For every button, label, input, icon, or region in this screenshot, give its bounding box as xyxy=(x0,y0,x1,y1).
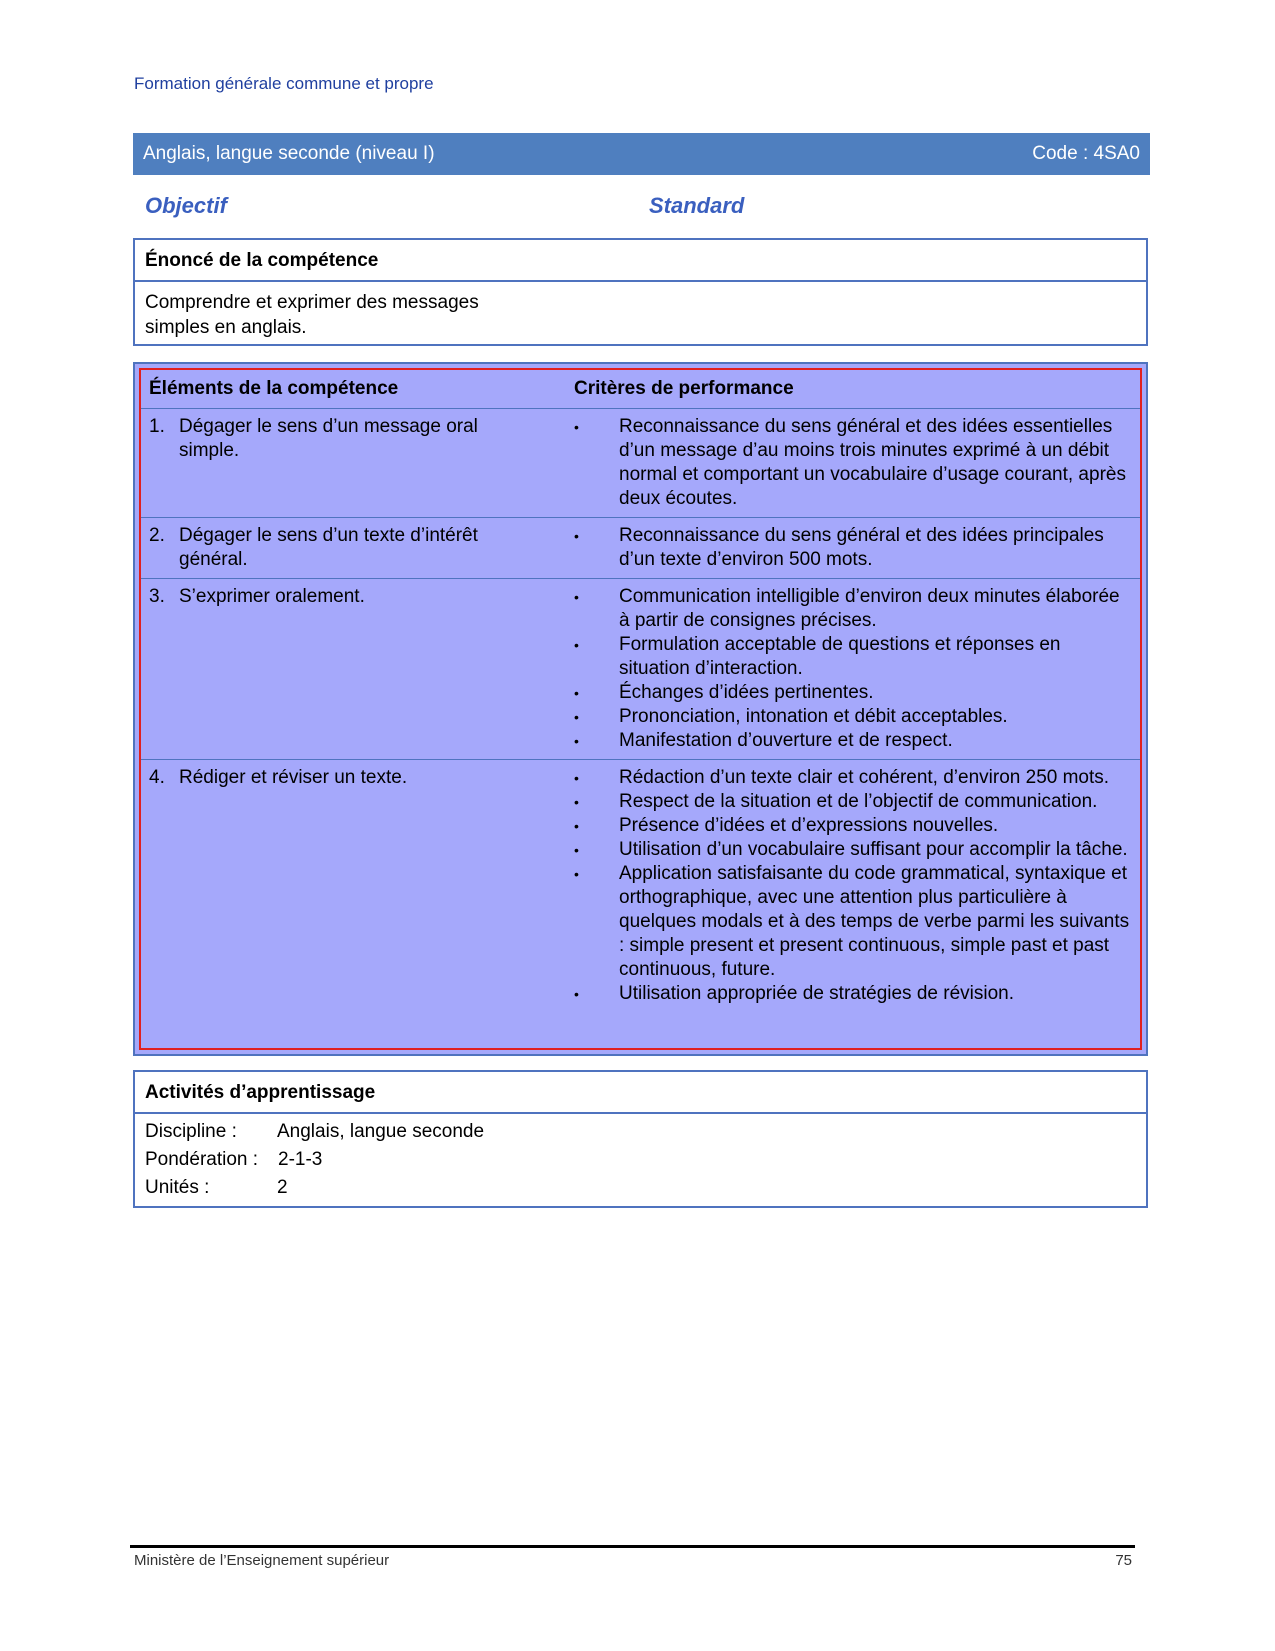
criterion-item xyxy=(574,415,1134,511)
criterion-item xyxy=(574,705,1134,729)
elements-table-header xyxy=(141,370,1140,409)
criterion-text: Communication intelligible d’environ deux minutes élaborée à partir de consignes précises. xyxy=(619,586,1120,631)
ponderation-row xyxy=(145,1146,1136,1174)
footer-ministry: Ministère de l’Enseignement supérieur xyxy=(134,1552,390,1569)
element-row xyxy=(141,579,1140,760)
competency-statement-box xyxy=(133,238,1148,346)
criterion-text: Utilisation appropriée de stratégies de révision. xyxy=(619,983,1014,1004)
element-cell xyxy=(149,524,574,572)
criterion-text: Respect de la situation et de l’objectif de communication. xyxy=(619,791,1098,812)
element-number: 3. xyxy=(149,586,165,607)
criterion-item xyxy=(574,814,1134,838)
criteria-cell xyxy=(574,524,1134,572)
unites-label: Unités : xyxy=(145,1177,210,1198)
bullet-icon: • xyxy=(574,528,579,544)
element-cell xyxy=(149,415,574,511)
objectif-label: Objectif xyxy=(145,193,227,218)
element-cell xyxy=(149,766,574,1006)
bullet-icon: • xyxy=(574,637,579,653)
page-footer xyxy=(134,1552,1132,1569)
course-code: Code : 4SA0 xyxy=(1032,143,1140,164)
learning-activities-heading: Activités d’apprentissage xyxy=(135,1072,1146,1114)
element-row xyxy=(141,409,1140,518)
element-cell xyxy=(149,585,574,753)
ponderation-label: Pondération : xyxy=(145,1149,259,1170)
criterion-text: Application satisfaisante du code grammatical, syntaxique et orthographique, avec une attention plus particulière à quelques modals et à des temps de verbe parmi les suivants : simple present et present continuous, simple past et past continuous, future. xyxy=(619,863,1130,980)
discipline-value: Anglais, langue seconde xyxy=(277,1121,485,1142)
competency-statement-text: Comprendre et exprimer des messages simples en anglais. xyxy=(145,292,479,338)
element-text: Dégager le sens d’un texte d’intérêt général. xyxy=(179,525,478,570)
criterion-item xyxy=(574,838,1134,862)
criteria-cell xyxy=(574,585,1134,753)
standard-label: Standard xyxy=(649,193,745,218)
criterion-item xyxy=(574,585,1134,633)
unites-value: 2 xyxy=(277,1177,288,1198)
bullet-icon: • xyxy=(574,986,579,1002)
bullet-icon: • xyxy=(574,794,579,810)
criterion-text: Reconnaissance du sens général et des idées essentielles d’un message d’au moins trois minutes exprimé à un débit normal et comportant un vocabulaire d’usage courant, après deux écoutes. xyxy=(619,416,1126,509)
criteria-cell xyxy=(574,415,1134,511)
criteria-cell xyxy=(574,766,1134,1006)
course-title-bar xyxy=(133,133,1150,175)
page-number: 75 xyxy=(1115,1552,1132,1569)
criterion-text: Prononciation, intonation et débit acceptables. xyxy=(619,706,1008,727)
element-text: Dégager le sens d’un message oral simple. xyxy=(179,416,478,461)
bullet-icon: • xyxy=(574,709,579,725)
discipline-label: Discipline : xyxy=(145,1121,237,1142)
bullet-icon: • xyxy=(574,770,579,786)
criterion-text: Échanges d’idées pertinentes. xyxy=(619,682,874,703)
learning-activities-body xyxy=(135,1114,1146,1210)
bullet-icon: • xyxy=(574,685,579,701)
criterion-text: Rédaction d’un texte clair et cohérent, d’environ 250 mots. xyxy=(619,767,1110,788)
bullet-icon: • xyxy=(574,818,579,834)
criterion-item xyxy=(574,681,1134,705)
criterion-item xyxy=(574,524,1134,572)
learning-activities-box xyxy=(133,1070,1148,1208)
criterion-item xyxy=(574,729,1134,753)
element-row xyxy=(141,518,1140,579)
criterion-text: Reconnaissance du sens général et des idées principales d’un texte d’environ 500 mots. xyxy=(619,525,1104,570)
criterion-text: Présence d’idées et d’expressions nouvelles. xyxy=(619,815,999,836)
elements-rows xyxy=(141,409,1140,1012)
discipline-row xyxy=(145,1118,1136,1146)
ponderation-value: 2-1-3 xyxy=(278,1149,323,1170)
element-number: 1. xyxy=(149,416,165,437)
criterion-text: Formulation acceptable de questions et réponses en situation d’interaction. xyxy=(619,634,1061,679)
elements-table-inner xyxy=(139,368,1142,1050)
criterion-item xyxy=(574,862,1134,982)
course-title: Anglais, langue seconde (niveau I) xyxy=(143,143,435,164)
criterion-item xyxy=(574,790,1134,814)
criterion-item xyxy=(574,982,1134,1006)
bullet-icon: • xyxy=(574,866,579,882)
header-note: Formation générale commune et propre xyxy=(134,74,434,93)
elements-heading: Éléments de la compétence xyxy=(149,378,399,399)
criterion-item xyxy=(574,633,1134,681)
element-text: S’exprimer oralement. xyxy=(179,586,365,607)
competency-elements-table xyxy=(133,362,1148,1056)
criteria-heading: Critères de performance xyxy=(574,378,794,399)
bullet-icon: • xyxy=(574,419,579,435)
bullet-icon: • xyxy=(574,733,579,749)
footer-rule xyxy=(130,1545,1135,1548)
objective-standard-row xyxy=(145,193,744,219)
competency-statement-heading: Énoncé de la compétence xyxy=(135,240,1146,282)
element-text: Rédiger et réviser un texte. xyxy=(179,767,408,788)
bullet-icon: • xyxy=(574,589,579,605)
criterion-text: Utilisation d’un vocabulaire suffisant pour accomplir la tâche. xyxy=(619,839,1128,860)
criterion-item xyxy=(574,766,1134,790)
element-number: 2. xyxy=(149,525,165,546)
unites-row xyxy=(145,1174,1136,1202)
element-row xyxy=(141,760,1140,1012)
element-number: 4. xyxy=(149,767,165,788)
criterion-text: Manifestation d’ouverture et de respect. xyxy=(619,730,953,751)
bullet-icon: • xyxy=(574,842,579,858)
